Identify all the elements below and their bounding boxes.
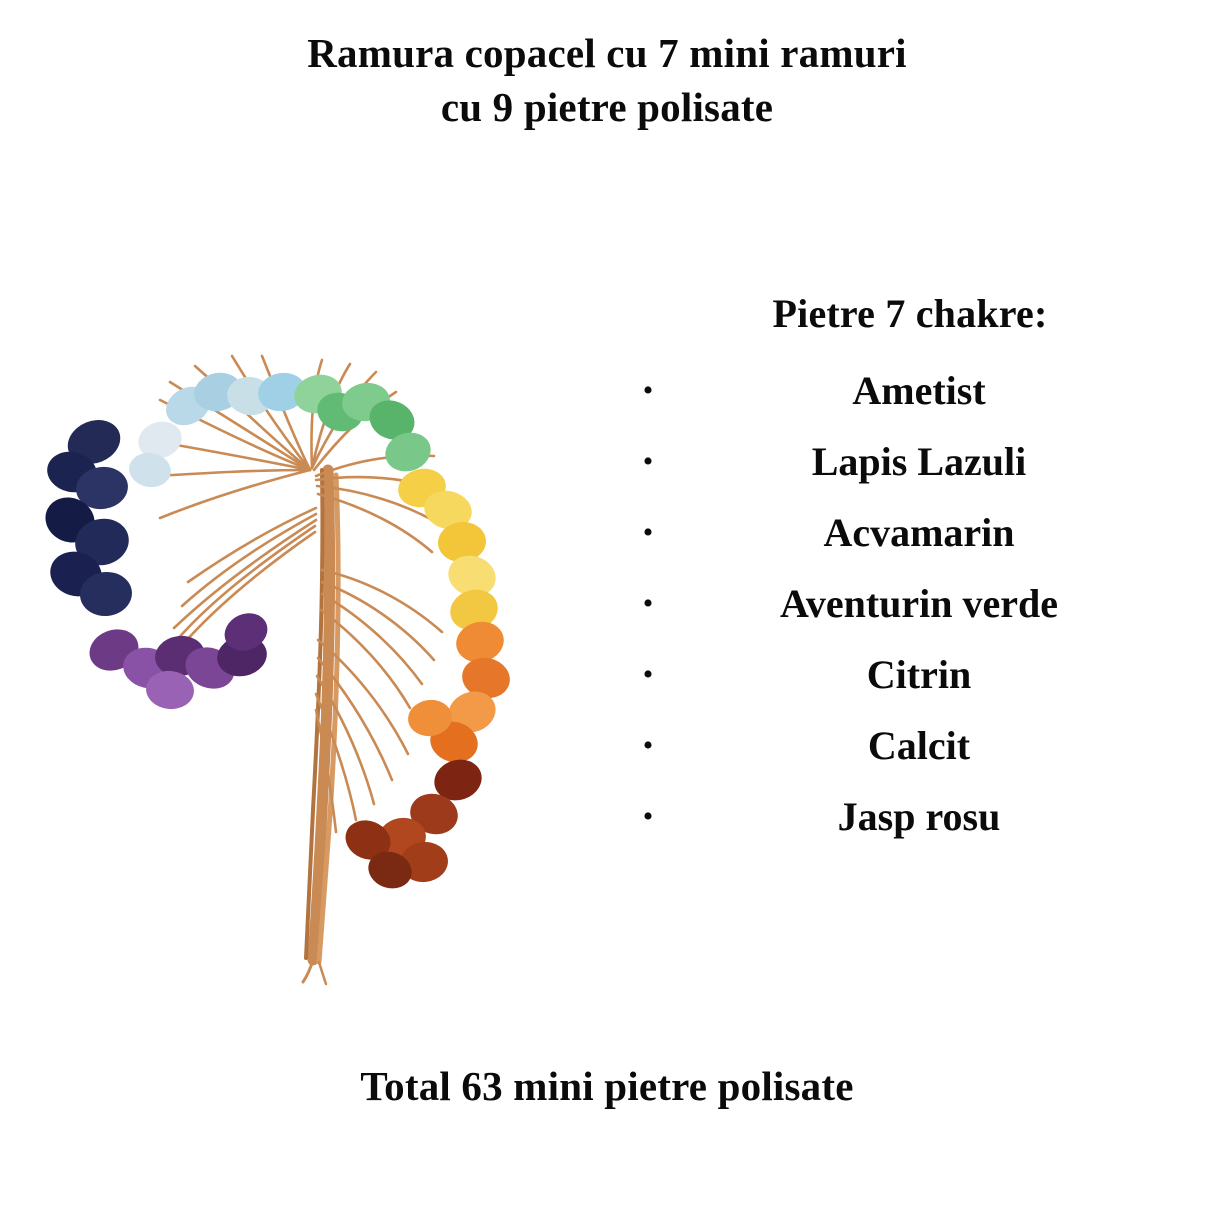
page-title [0,26,1214,134]
list-item [620,781,1200,852]
list-item [620,426,1200,497]
stone-label: Jasp rosu [837,794,1001,839]
list-item [620,568,1200,639]
stone-label: Lapis Lazuli [811,439,1027,484]
gemstone-tree-illustration [10,170,610,990]
list-item [620,710,1200,781]
list-item [620,355,1200,426]
gemstone-cluster-lapis [38,412,134,618]
bullet-icon: • [642,799,654,833]
stone-label: Ametist [852,368,986,413]
bullet-icon: • [642,444,654,478]
bullet-icon: • [642,373,654,407]
bullet-icon: • [642,728,654,762]
bullet-icon: • [642,515,654,549]
stone-label: Calcit [867,723,971,768]
gemstone-cluster-citrine [395,464,503,635]
title-line-2: cu 9 pietre polisate [440,84,774,131]
list-item [620,497,1200,568]
stones-heading: Pietre 7 chakre: [772,291,1048,336]
stone-label: Aventurin verde [779,581,1059,626]
title-line-1: Ramura copacel cu 7 mini ramuri [307,30,907,76]
gemstone-cluster-calcite-orange [406,617,514,768]
bullet-icon: • [642,586,654,620]
stones-list [620,355,1200,852]
stone-label: Acvamarin [823,510,1015,555]
product-image [10,170,610,990]
bullet-icon: • [642,657,654,691]
total-caption: Total 63 mini pietre polisate [360,1063,854,1109]
stone-label: Citrin [866,652,972,697]
gemstone-cluster-red-jasper [340,754,487,894]
stones-panel [620,290,1200,852]
list-item [620,639,1200,710]
